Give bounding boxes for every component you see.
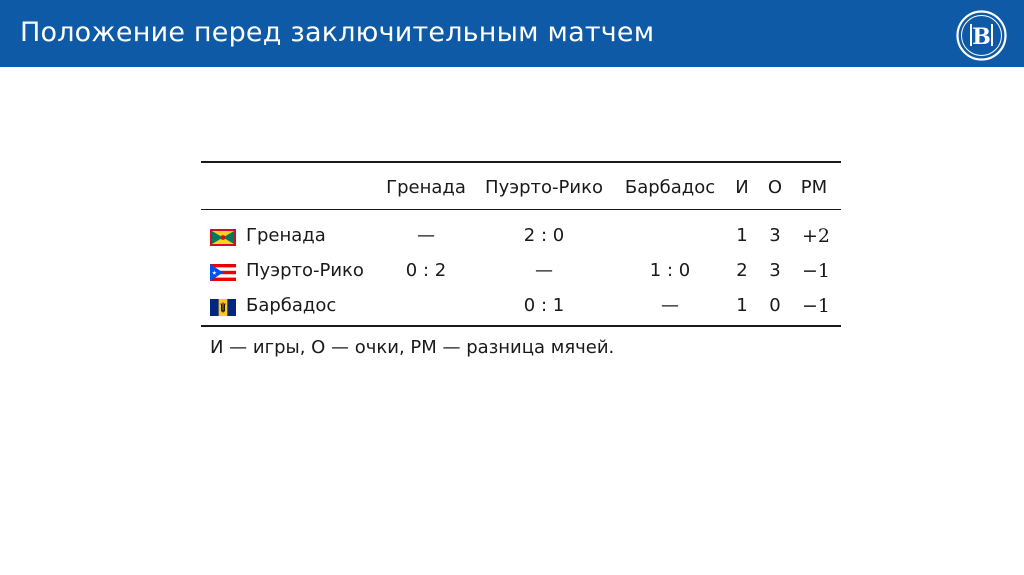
- table-bottom-rule: [201, 325, 841, 327]
- games-cell: 1: [736, 295, 748, 316]
- goal-diff-cell: −1: [801, 295, 831, 317]
- games-cell: 1: [736, 225, 748, 246]
- col-header-goal-diff: РМ: [800, 177, 828, 198]
- points-cell: 0: [769, 295, 781, 316]
- table-cell: 2 : 0: [523, 225, 565, 246]
- svg-text:В: В: [972, 24, 991, 50]
- col-header-games: И: [735, 177, 749, 198]
- table-cell: —: [535, 260, 553, 281]
- games-cell: 2: [736, 260, 748, 281]
- team-name-barbados: Барбадос: [246, 295, 337, 316]
- points-cell: 3: [769, 225, 781, 246]
- table-cell: —: [417, 225, 435, 246]
- puerto-rico-flag-icon: [210, 264, 236, 281]
- goal-diff-cell: +2: [801, 225, 831, 247]
- title-bar: [0, 0, 1024, 67]
- goal-diff-cell: −1: [801, 260, 831, 282]
- points-cell: 3: [769, 260, 781, 281]
- team-name-grenada: Гренада: [246, 225, 326, 246]
- table-footnote: И — игры, О — очки, РМ — разница мячей.: [210, 337, 615, 358]
- table-cell: 1 : 0: [649, 260, 691, 281]
- table-cell: 0 : 2: [405, 260, 447, 281]
- table-header-rule: [201, 209, 841, 210]
- col-header-barbados: Барбадос: [624, 177, 716, 198]
- col-header-points: О: [767, 177, 783, 198]
- table-cell: 0 : 1: [523, 295, 565, 316]
- barbados-flag-icon: [210, 299, 236, 316]
- team-name-puerto-rico: Пуэрто-Рико: [246, 260, 364, 281]
- table-top-rule: [201, 161, 841, 163]
- grenada-flag-icon: [210, 229, 236, 246]
- page-title: Положение перед заключительным матчем: [20, 17, 655, 48]
- col-header-grenada: Гренада: [386, 177, 466, 198]
- table-cell: —: [661, 295, 679, 316]
- university-logo-icon: [955, 9, 1008, 62]
- col-header-puerto-rico: Пуэрто-Рико: [485, 177, 603, 198]
